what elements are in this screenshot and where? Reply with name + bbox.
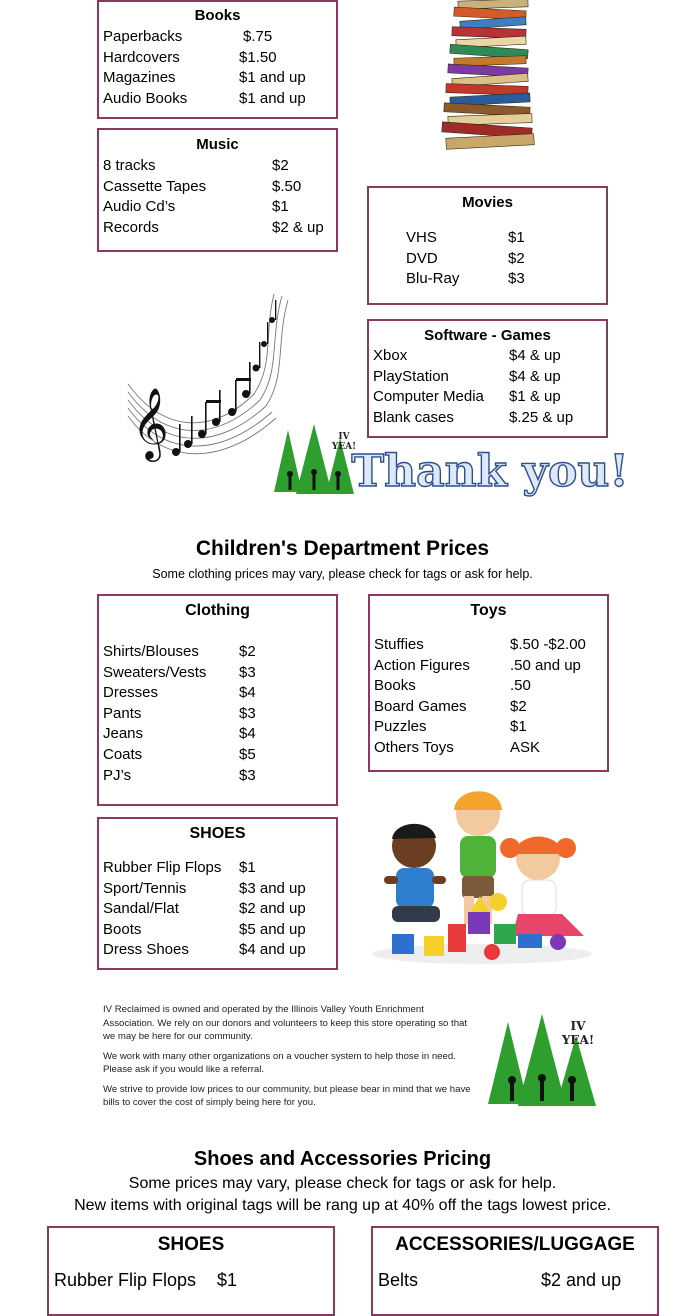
books-box bbox=[97, 0, 338, 119]
childrens-shoes-box bbox=[97, 817, 338, 970]
list-item: Jeans $4 bbox=[103, 725, 256, 743]
accessories-luggage-title: ACCESSORIES/LUGGAGE bbox=[395, 1234, 635, 1255]
list-item: Puzzles $1 bbox=[374, 718, 527, 736]
list-item: Audio Books $1 and up bbox=[103, 89, 306, 107]
list-item: Others Toys ASK bbox=[374, 738, 541, 756]
list-item: Blank cases $.25 & up bbox=[373, 408, 574, 426]
list-item: Magazines $1 and up bbox=[103, 69, 306, 87]
list-item: Paperbacks $.75 bbox=[103, 28, 273, 45]
about-text bbox=[103, 1003, 471, 1116]
list-item: Stuffies $.50 -$2.00 bbox=[374, 636, 586, 653]
software-games-title: Software - Games bbox=[424, 327, 551, 344]
about-paragraph: We strive to provide low prices to our community, but please bear in mind that we have bills to cover the cost of simply being here for you. bbox=[103, 1083, 471, 1108]
list-item: PJ’s $3 bbox=[103, 766, 256, 784]
list-item: Board Games $2 bbox=[374, 697, 527, 715]
iv-yea-logo bbox=[484, 1010, 598, 1110]
list-item: Boots $5 and up bbox=[103, 920, 306, 938]
list-item: Dresses $4 bbox=[103, 684, 256, 702]
list-item: Action Figures .50 and up bbox=[374, 656, 581, 674]
clothing-box bbox=[97, 594, 338, 806]
movies-title: Movies bbox=[462, 194, 513, 211]
list-item: Books .50 bbox=[374, 677, 531, 695]
shoes-accessories-subtitle: New items with original tags will be rang up at 40% off the tags lowest price. bbox=[74, 1197, 611, 1214]
thank-you-text bbox=[351, 440, 629, 502]
svg-text:IV: IV bbox=[570, 1019, 586, 1033]
svg-text:YEA!: YEA! bbox=[331, 442, 357, 452]
childrens-heading: Children's Department Prices bbox=[195, 537, 490, 560]
list-item: Coats $5 bbox=[103, 745, 256, 763]
childrens-subtitle: Some clothing prices may vary, please check for tags or ask for help. bbox=[152, 567, 533, 581]
svg-text:𝄞: 𝄞 bbox=[132, 386, 169, 459]
list-item: Sport/Tennis $3 and up bbox=[103, 879, 306, 897]
list-item: Computer Media $1 & up bbox=[373, 388, 561, 406]
adult-shoes-box bbox=[47, 1226, 335, 1316]
iv-yea-logo bbox=[270, 420, 358, 500]
list-item: Sandal/Flat $2 and up bbox=[103, 900, 306, 918]
list-item: 8 tracks $2 bbox=[103, 157, 289, 174]
list-item: Dress Shoes $4 and up bbox=[103, 941, 306, 959]
list-item: Xbox $4 & up bbox=[373, 347, 561, 364]
accessories-luggage-box bbox=[371, 1226, 659, 1316]
adult-shoes-title: SHOES bbox=[157, 1234, 225, 1255]
toys-title: Toys bbox=[470, 602, 507, 619]
about-paragraph: IV Reclaimed is owned and operated by the Illinois Valley Youth Enrichment Association. We rely on our donors and volunteers to keep this store operating so that we may be here for our community. bbox=[103, 1004, 468, 1042]
list-item: Rubber Flip Flops $1 bbox=[54, 1270, 238, 1290]
about-paragraph: We work with many other organizations on a voucher system to help those in need. Please ask if you would like a referral. bbox=[103, 1050, 456, 1075]
list-item: Rubber Flip Flops $1 bbox=[103, 859, 256, 876]
list-item: Records $2 & up bbox=[103, 218, 324, 236]
music-notes-illustration bbox=[124, 284, 290, 470]
list-item: DVD $2 bbox=[406, 249, 525, 267]
clothing-title: Clothing bbox=[185, 602, 250, 619]
svg-text:YEA!: YEA! bbox=[561, 1033, 595, 1047]
svg-text:IV: IV bbox=[338, 432, 350, 442]
software-games-box bbox=[367, 319, 608, 438]
list-item: VHS $1 bbox=[406, 229, 525, 246]
movies-box bbox=[367, 186, 608, 305]
list-item: Shirts/Blouses $2 bbox=[103, 643, 256, 660]
shoes-accessories-subtitle: Some prices may vary, please check for tags or ask for help. bbox=[128, 1175, 557, 1192]
list-item: Blu-Ray $3 bbox=[406, 270, 525, 288]
list-item: Hardcovers $1.50 bbox=[103, 48, 277, 66]
list-item: Audio Cd’s $1 bbox=[103, 198, 289, 216]
books-title: Books bbox=[194, 7, 241, 24]
svg-text:Thank you!: Thank you! bbox=[351, 446, 629, 497]
music-box bbox=[97, 128, 338, 252]
list-item: Cassette Tapes $.50 bbox=[103, 177, 302, 195]
kids-playing-illustration bbox=[362, 784, 602, 966]
list-item: PlayStation $4 & up bbox=[373, 367, 561, 385]
list-item: Belts $2 and up bbox=[378, 1270, 622, 1290]
book-stack-illustration bbox=[436, 0, 540, 152]
toys-box bbox=[368, 594, 609, 772]
shoes-accessories-heading: Shoes and Accessories Pricing bbox=[193, 1148, 492, 1170]
childrens-shoes-title: SHOES bbox=[189, 825, 246, 842]
list-item: Sweaters/Vests $3 bbox=[103, 663, 256, 681]
list-item: Pants $3 bbox=[103, 704, 256, 722]
music-title: Music bbox=[196, 136, 239, 153]
